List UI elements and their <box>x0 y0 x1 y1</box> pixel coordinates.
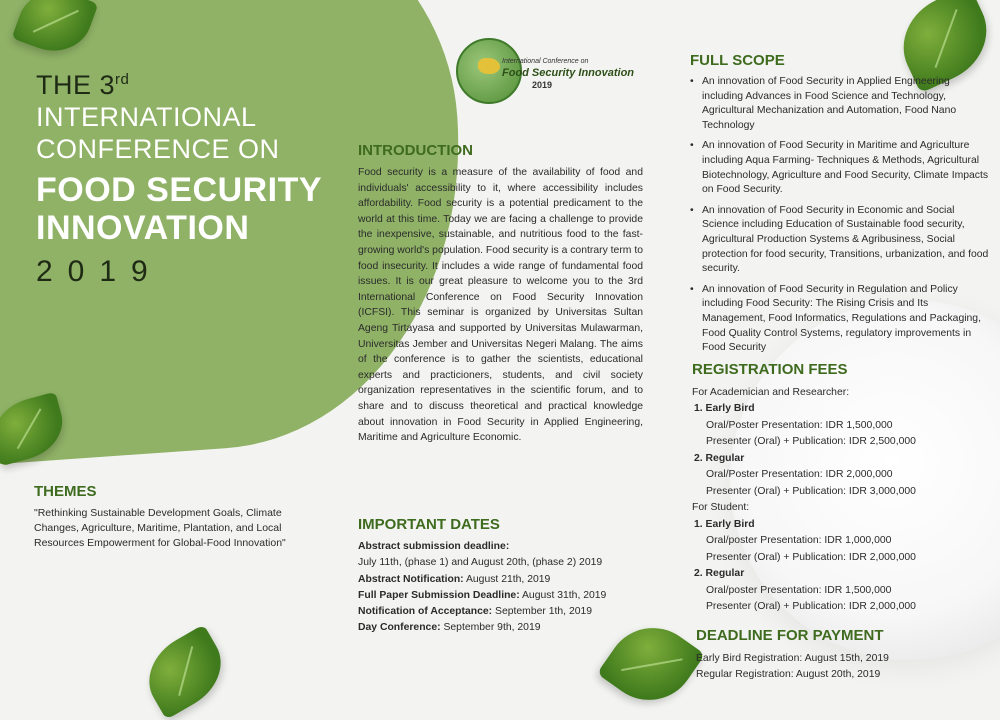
title-line3: CONFERENCE ON <box>36 134 280 164</box>
spinach-leaf-icon <box>134 624 235 719</box>
full-scope-section <box>690 52 990 362</box>
title-line2: INTERNATIONAL <box>36 102 257 132</box>
conference-logo <box>456 38 656 108</box>
title-big2: INNOVATION <box>36 209 250 247</box>
themes-heading: THEMES <box>34 483 97 500</box>
themes-text: "Rethinking Sustainable Development Goals, Climate Changes, Agriculture, Maritime, Plantation, and Local Resources Empowerment for Global-Food Innovation" <box>34 507 286 549</box>
scope-item: • An innovation of Food Security in Regulation and Policy including Food Security: The Rising Crisis and Its Management, Food Informatics, Regulations and Packaging, Food Quality Control Systems, regulatory improvements in Food Security <box>690 283 990 356</box>
title-line1-sup: rd <box>115 71 130 88</box>
abstract-value: July 11th, (phase 1) and August 20th, (phase 2) 2019 <box>358 557 603 569</box>
conference-title <box>36 70 322 289</box>
introduction-section <box>358 142 643 446</box>
important-dates-heading: IMPORTANT DATES <box>358 516 500 533</box>
title-big1: FOOD SECURITY <box>36 171 323 209</box>
notification-value: August 21th, 2019 <box>463 573 551 585</box>
academician-label: For Academician and Researcher: <box>692 386 850 398</box>
full-scope-heading: FULL SCOPE <box>690 52 785 69</box>
student-regular-oral: Oral/poster Presentation: IDR 1,500,000 <box>706 584 892 596</box>
acceptance-value: September 1th, 2019 <box>492 606 593 618</box>
scope-item: • An innovation of Food Security in Economic and Social Science including Education of Sustainable food security, Agricultural Production Systems & Agribusiness, Social protection for food security, Transitions, urbanization, and food security. <box>690 204 990 277</box>
fullpaper-label: Full Paper Submission Deadline: <box>358 589 520 601</box>
logo-line3: 2019 <box>532 80 553 90</box>
fullpaper-value: August 31th, 2019 <box>519 589 607 601</box>
academician-early-oral: Oral/Poster Presentation: IDR 1,500,000 <box>706 419 893 431</box>
logo-line1: International Conference on <box>502 58 589 65</box>
logo-line2: Food Security Innovation <box>502 67 635 79</box>
scope-item: • An innovation of Food Security in Applied Engineering including Advances in Food Science and Technology, Agricultural Mechanization and Automation, Food Nano Technology <box>690 75 990 133</box>
important-dates-section <box>358 517 658 636</box>
registration-heading: REGISTRATION FEES <box>692 361 848 378</box>
payment-early: Early Bird Registration: August 15th, 2019 <box>696 652 889 664</box>
title-line1: THE 3 <box>36 70 116 100</box>
student-label: For Student: <box>692 502 750 513</box>
student-early-publication: Presenter (Oral) + Publication: IDR 2,000,000 <box>706 551 916 563</box>
student-early-oral: Oral/poster Presentation: IDR 1,000,000 <box>706 535 892 546</box>
academician-early-label: 1. Early Bird <box>694 403 755 414</box>
introduction-heading: INTRODUCTION <box>358 142 473 159</box>
payment-heading: DEADLINE FOR PAYMENT <box>696 627 884 644</box>
scope-item: • An innovation of Food Security in Maritime and Agriculture including Aqua Farming- Techniques & Methods, Agricultural Biotechnology, Agriculture and Food Security, Climate Impacts on Food Security. <box>690 139 990 197</box>
payment-deadline-section <box>696 628 996 684</box>
abstract-label: Abstract submission deadline: <box>358 541 510 553</box>
student-early-label: 1. Early Bird <box>694 518 755 530</box>
academician-regular-publication: Presenter (Oral) + Publication: IDR 3,000,000 <box>706 485 916 497</box>
academician-early-publication: Presenter (Oral) + Publication: IDR 2,500,000 <box>706 436 916 447</box>
registration-fees-section <box>692 362 992 616</box>
payment-regular: Regular Registration: August 20th, 2019 <box>696 669 881 680</box>
day-label: Day Conference: <box>358 622 441 634</box>
themes-section <box>34 483 324 551</box>
acceptance-label: Notification of Acceptance: <box>358 606 493 618</box>
introduction-text: Food security is a measure of the availability of food and individuals' accessibility to it, where accessibility includes affordability. Food security is a potential predicament to the world at this time. Today we are facing a challenge to provide the inexpensive, sustainable, and nutritious food to the fast-growing world's population. Food security is a contrary term to food insecurity. It includes a wide range of fundamental food issues. It is our great pleasure to welcome you to the 3rd International Conference on Food Security Innovation (ICFSI). This seminar is organized by Universitas Sultan Ageng Tirtayasa and supported by Universitas Mulawarman, Universitas Jember and Universitas Negeri Malang. The aims of the conference is to gather the scientists, educational experts and practicioners, students, and civil society organization representatives in the scientific forum, and to share and to discuss theoretical and practical knowledge about innovation in Food Security in Applied Engineering, Maritime and Agriculture Economic. <box>358 167 643 444</box>
student-regular-publication: Presenter (Oral) + Publication: IDR 2,000,000 <box>706 601 916 612</box>
title-year: 2019 <box>36 255 163 288</box>
student-regular-label: 2. Regular <box>694 568 745 579</box>
scope-list <box>690 75 990 356</box>
notification-label: Abstract Notification: <box>358 573 464 585</box>
academician-regular-label: 2. Regular <box>694 452 745 464</box>
day-value: September 9th, 2019 <box>440 622 541 634</box>
academician-regular-oral: Oral/Poster Presentation: IDR 2,000,000 <box>706 469 893 480</box>
